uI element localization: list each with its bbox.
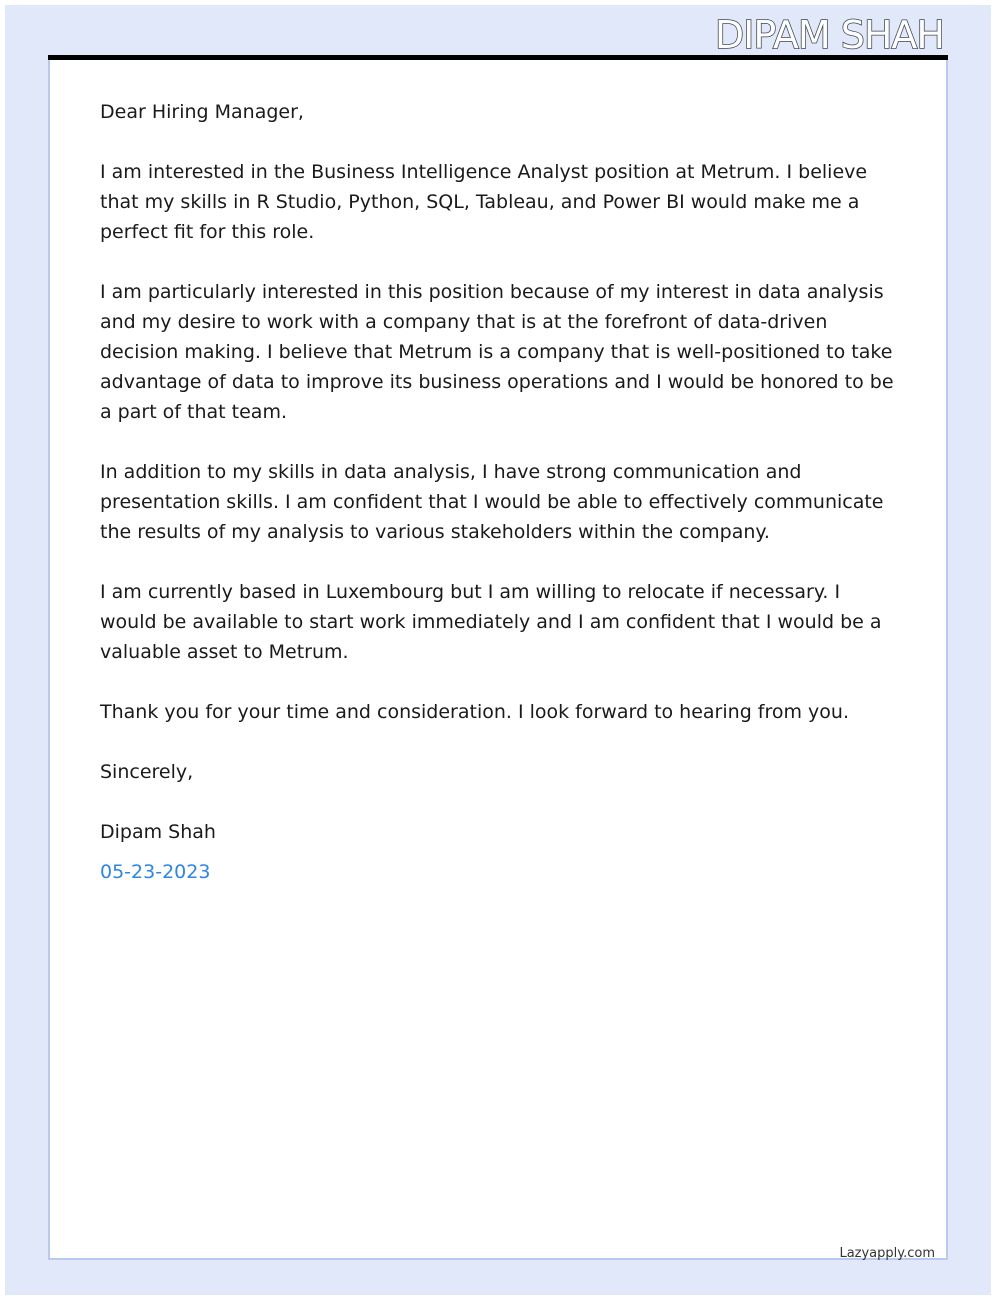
paragraph-skills: In addition to my skills in data analysis, I have strong communication and presentation skills. I am confident that I would be able to effectively communicate the results of my analysis to various stakeholders within the company. xyxy=(100,461,884,543)
letter-date: 05-23-2023 xyxy=(100,861,211,883)
signature: Dipam Shah xyxy=(100,821,216,843)
salutation: Dear Hiring Manager, xyxy=(100,101,304,123)
paragraph-availability: I am currently based in Luxembourg but I am willing to relocate if necessary. I would be available to start work immediately and I am confident that I would be a valuable asset to Metrum. xyxy=(100,581,882,663)
applicant-name-header: DIPAM SHAH xyxy=(714,13,944,57)
paragraph-motivation: I am particularly interested in this position because of my interest in data analysis and my desire to work with a company that is at the forefront of data-driven decision making. I believe that Metrum is a company that is well-positioned to take advantage of data to improve its business operations and I would be honored to be a part of that team. xyxy=(100,281,894,423)
footer-brand: Lazyapply.com xyxy=(839,1246,935,1261)
letter-body xyxy=(100,97,900,917)
paragraph-thanks: Thank you for your time and consideration. I look forward to hearing from you. xyxy=(100,701,849,723)
closing: Sincerely, xyxy=(100,761,194,783)
paragraph-intro: I am interested in the Business Intelligence Analyst position at Metrum. I believe that my skills in R Studio, Python, SQL, Tableau, and Power BI would make me a perfect fit for this role. xyxy=(100,161,868,243)
